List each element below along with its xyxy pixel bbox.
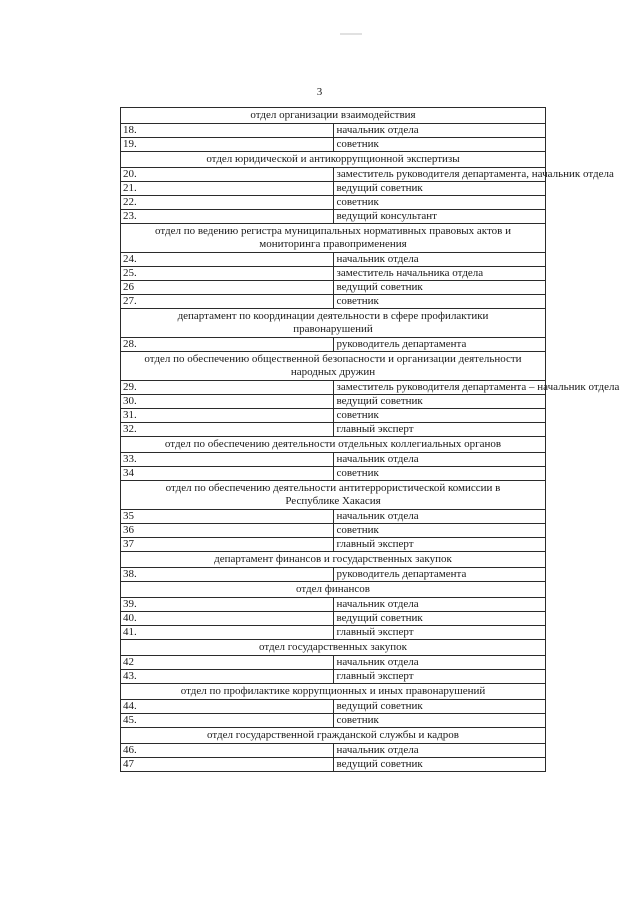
table-row	[121, 124, 546, 138]
row-number: 36	[121, 524, 334, 538]
position-title: руководитель департамента	[333, 568, 546, 582]
position-title: главный эксперт	[333, 423, 546, 437]
row-number: 42	[121, 656, 334, 670]
position-title: начальник отдела	[333, 453, 546, 467]
table-row	[121, 423, 546, 437]
row-number: 46.	[121, 744, 334, 758]
position-title: начальник отдела	[333, 253, 546, 267]
position-title: ведущий советник	[333, 281, 546, 295]
position-title: советник	[333, 295, 546, 309]
row-number: 26	[121, 281, 334, 295]
table-row	[121, 598, 546, 612]
row-number: 34	[121, 467, 334, 481]
table-row	[121, 210, 546, 224]
row-number: 33.	[121, 453, 334, 467]
row-number: 41.	[121, 626, 334, 640]
position-title: главный эксперт	[333, 626, 546, 640]
position-title: начальник отдела	[333, 656, 546, 670]
scan-speck	[340, 33, 362, 35]
row-number: 27.	[121, 295, 334, 309]
row-number: 20.	[121, 168, 334, 182]
row-number: 29.	[121, 381, 334, 395]
section-header-row	[121, 309, 546, 338]
row-number: 25.	[121, 267, 334, 281]
section-header-row	[121, 552, 546, 568]
table-row	[121, 656, 546, 670]
row-number: 21.	[121, 182, 334, 196]
table-row	[121, 381, 546, 395]
section-title: департамент по координации деятельности в сфере профилактики правонарушений	[121, 309, 546, 338]
section-header-row	[121, 582, 546, 598]
position-title: главный эксперт	[333, 538, 546, 552]
table-row	[121, 670, 546, 684]
row-number: 30.	[121, 395, 334, 409]
table-row	[121, 409, 546, 423]
table-row	[121, 253, 546, 267]
position-title: заместитель руководителя департамента, начальник отдела	[333, 168, 546, 182]
table-row	[121, 467, 546, 481]
position-title: ведущий консультант	[333, 210, 546, 224]
table-row	[121, 453, 546, 467]
position-title: заместитель руководителя департамента – начальник отдела	[333, 381, 546, 395]
table-row	[121, 510, 546, 524]
section-header-row	[121, 352, 546, 381]
section-title: отдел юридической и антикоррупционной экспертизы	[121, 152, 546, 168]
section-header-row	[121, 108, 546, 124]
row-number: 43.	[121, 670, 334, 684]
section-header-row	[121, 684, 546, 700]
table-row	[121, 538, 546, 552]
position-title: советник	[333, 524, 546, 538]
row-number: 32.	[121, 423, 334, 437]
position-title: заместитель начальника отдела	[333, 267, 546, 281]
section-header-row	[121, 481, 546, 510]
row-number: 22.	[121, 196, 334, 210]
table-row	[121, 267, 546, 281]
table-row	[121, 281, 546, 295]
row-number: 23.	[121, 210, 334, 224]
section-header-row	[121, 224, 546, 253]
section-title: отдел по обеспечению общественной безопасности и организации деятельности народных дружин	[121, 352, 546, 381]
row-number: 19.	[121, 138, 334, 152]
section-title: отдел по обеспечению деятельности отдельных коллегиальных органов	[121, 437, 546, 453]
section-title: отдел государственных закупок	[121, 640, 546, 656]
position-title: советник	[333, 409, 546, 423]
table-row	[121, 395, 546, 409]
table-row	[121, 758, 546, 772]
positions-table	[120, 107, 620, 772]
table-row	[121, 612, 546, 626]
section-title: отдел по обеспечению деятельности антитеррористической комиссии в Республике Хакасия	[121, 481, 546, 510]
table-row	[121, 700, 546, 714]
position-title: советник	[333, 714, 546, 728]
position-title: ведущий советник	[333, 612, 546, 626]
position-title: советник	[333, 467, 546, 481]
section-header-row	[121, 152, 546, 168]
position-title: начальник отдела	[333, 744, 546, 758]
position-title: главный эксперт	[333, 670, 546, 684]
row-number: 39.	[121, 598, 334, 612]
position-title: советник	[333, 138, 546, 152]
row-number: 45.	[121, 714, 334, 728]
page-number: 3	[316, 86, 323, 98]
row-number: 35	[121, 510, 334, 524]
section-header-row	[121, 728, 546, 744]
row-number: 37	[121, 538, 334, 552]
position-title: ведущий советник	[333, 700, 546, 714]
position-title: ведущий советник	[333, 182, 546, 196]
row-number: 24.	[121, 253, 334, 267]
position-title: ведущий советник	[333, 758, 546, 772]
section-title: отдел организации взаимодействия	[121, 108, 546, 124]
section-title: департамент финансов и государственных закупок	[121, 552, 546, 568]
row-number: 38.	[121, 568, 334, 582]
section-header-row	[121, 640, 546, 656]
row-number: 31.	[121, 409, 334, 423]
section-title: отдел государственной гражданской службы и кадров	[121, 728, 546, 744]
table-row	[121, 182, 546, 196]
row-number: 44.	[121, 700, 334, 714]
row-number: 28.	[121, 338, 334, 352]
table-row	[121, 138, 546, 152]
table-row	[121, 524, 546, 538]
position-title: начальник отдела	[333, 510, 546, 524]
row-number: 18.	[121, 124, 334, 138]
table-row	[121, 196, 546, 210]
table-row	[121, 744, 546, 758]
position-title: руководитель департамента	[333, 338, 546, 352]
position-title: начальник отдела	[333, 598, 546, 612]
row-number: 40.	[121, 612, 334, 626]
table-row	[121, 168, 546, 182]
table-row	[121, 568, 546, 582]
table-row	[121, 295, 546, 309]
section-title: отдел финансов	[121, 582, 546, 598]
section-header-row	[121, 437, 546, 453]
table-row	[121, 626, 546, 640]
section-title: отдел по ведению регистра муниципальных нормативных правовых актов и мониторинга правоприменения	[121, 224, 546, 253]
table-row	[121, 714, 546, 728]
table-row	[121, 338, 546, 352]
row-number: 47	[121, 758, 334, 772]
section-title: отдел по профилактике коррупционных и иных правонарушений	[121, 684, 546, 700]
position-title: советник	[333, 196, 546, 210]
position-title: начальник отдела	[333, 124, 546, 138]
position-title: ведущий советник	[333, 395, 546, 409]
